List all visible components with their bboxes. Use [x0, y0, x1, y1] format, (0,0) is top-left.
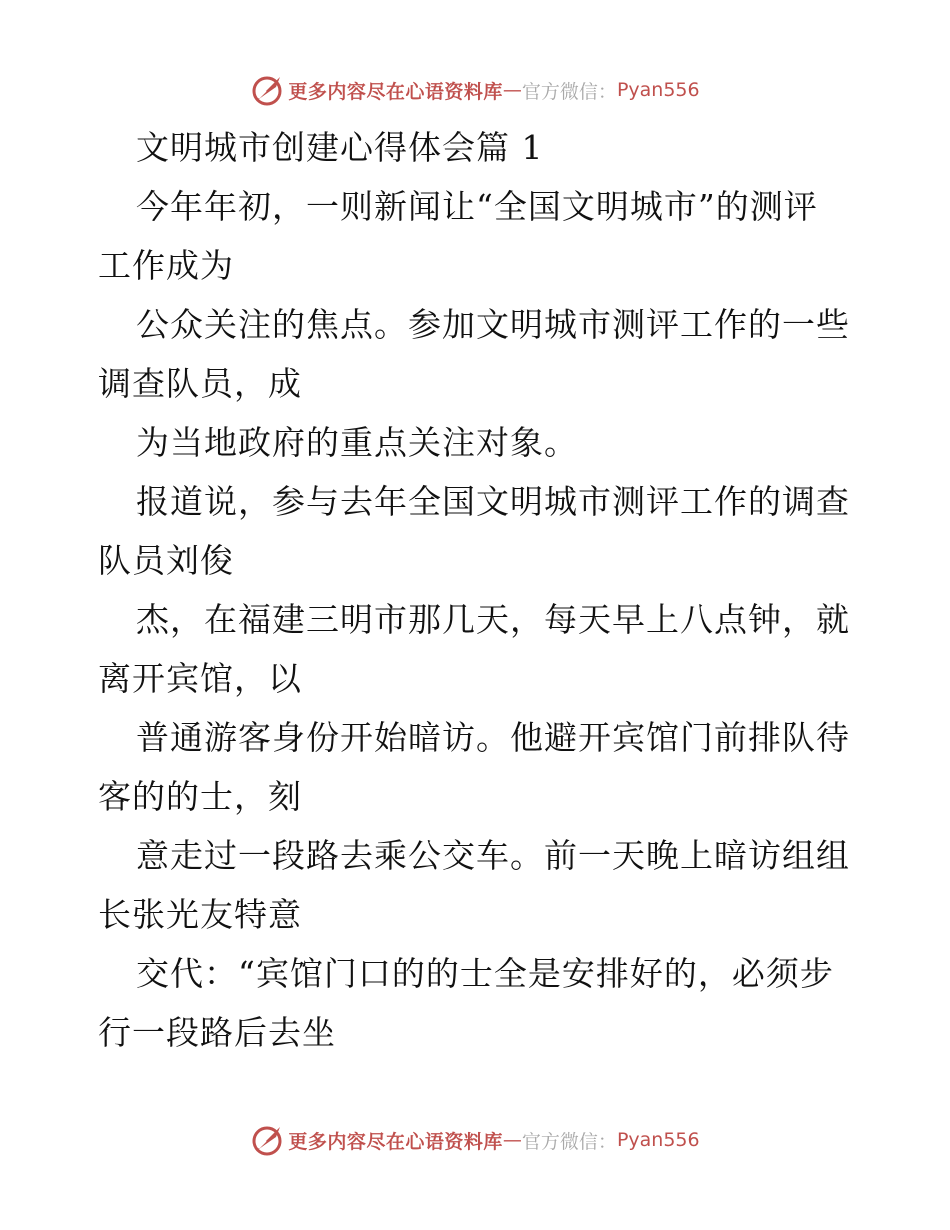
text-line: 报道说，参与去年全国文明城市测评工作的调查: [136, 482, 850, 521]
text-line: 今年年初，一则新闻让“全国文明城市”的测评: [136, 187, 818, 226]
text-line: 调查队员，成: [98, 364, 302, 403]
text-line: 普通游客身份开始暗访。他避开宾馆门前排队待: [136, 718, 850, 757]
text-line: 队员刘俊: [98, 541, 234, 580]
banner-dash: —: [502, 79, 522, 101]
text-line: 离开宾馆，以: [98, 659, 302, 698]
banner-label: 官方微信：: [521, 80, 617, 103]
quill-logo-icon: [250, 73, 284, 107]
document-body: [98, 118, 858, 1062]
header-banner: [0, 70, 950, 110]
banner-wechat-id: Pyan556: [616, 79, 700, 101]
banner-main-text: 更多内容尽在心语资料库: [288, 1130, 503, 1153]
text-line: 工作成为: [98, 246, 234, 285]
quill-logo-icon: [250, 1123, 284, 1157]
text-line: 为当地政府的重点关注对象。: [136, 423, 578, 462]
banner-main-text: 更多内容尽在心语资料库: [288, 80, 503, 103]
footer-banner: [0, 1120, 950, 1160]
banner-dash: —: [502, 1129, 522, 1151]
banner-wechat-id: Pyan556: [616, 1129, 700, 1151]
banner-label: 官方微信：: [521, 1130, 617, 1153]
text-line: 意走过一段路去乘公交车。前一天晚上暗访组组: [136, 836, 850, 875]
text-line: 文明城市创建心得体会篇 1: [136, 128, 544, 167]
text-line: 行一段路后去坐: [98, 1013, 336, 1052]
text-line: 客的的士，刻: [98, 777, 302, 816]
text-line: 公众关注的焦点。参加文明城市测评工作的一些: [136, 305, 850, 344]
text-line: 长张光友特意: [98, 895, 302, 934]
text-line: 杰，在福建三明市那几天，每天早上八点钟，就: [136, 600, 850, 639]
text-line: 交代：“宾馆门口的的士全是安排好的，必须步: [136, 954, 834, 993]
